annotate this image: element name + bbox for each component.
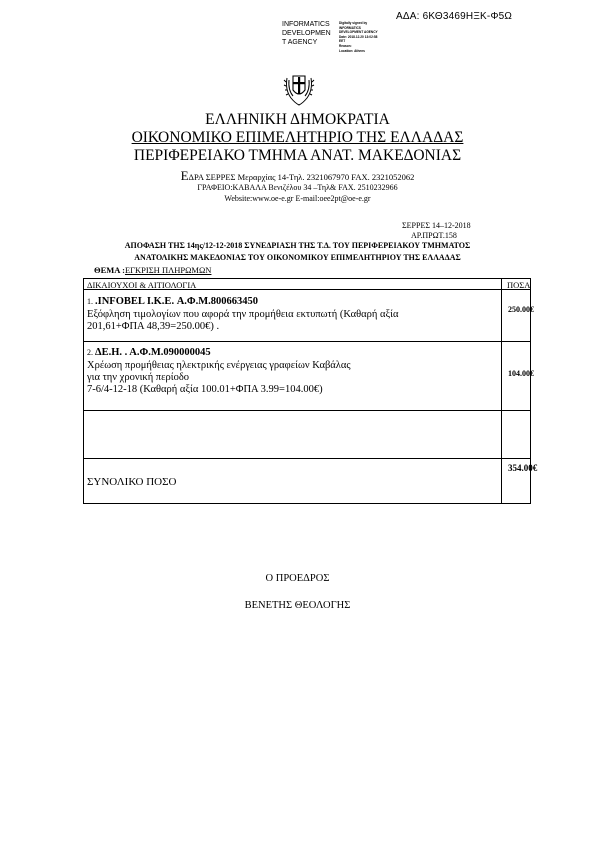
document-date: ΣΕΡΡΕΣ 14–12-2018	[402, 221, 471, 230]
subject-line: ΘΕΜΑ :ΕΓΚΡΙΣΗ ΠΛΗΡΩΜΩΝ	[94, 265, 212, 275]
total-label: ΣΥΝΟΛΙΚΟ ΠΟΣΟ	[87, 476, 177, 488]
table-border	[83, 458, 531, 459]
protocol-number: ΑΡ.ΠΡΩΤ.158	[411, 231, 457, 240]
table-border	[83, 410, 531, 411]
column-header-beneficiaries: ΔΙΚΑΙΟΥΧΟΙ & ΑΙΤΙΟΛΟΓΙΑ	[87, 280, 197, 290]
table-border	[83, 503, 531, 504]
decision-title-line1: ΑΠΟΦΑΣΗ ΤΗΣ 14ης/12-12-2018 ΣΥΝΕΔΡΙΑΣΗ ΤΗΣ Τ.Δ. ΤΟΥ ΠΕΡΙΦΕΡΕΙΑΚΟΥ ΤΜΗΜΑΤΟΣ	[124, 241, 471, 250]
header-republic: ΕΛΛΗΝΙΚΗ ΔΗΜΟΚΡΑΤΙΑ	[205, 111, 390, 128]
address-website: Website:www.oe-e.gr E-mail:oee2pt@oe-e.gr	[224, 194, 371, 203]
ida-logo-text: INFORMATICS DEVELOPMEN T AGENCY	[282, 21, 331, 46]
signatory-role: Ο ΠΡΟΕΔΡΟΣ	[265, 573, 330, 584]
decision-title-line2: ΑΝΑΤΟΛΙΚΗΣ ΜΑΚΕΔΟΝΙΑΣ ΤΟΥ ΟΙΚΟΝΟΜΙΚΟΥ ΕΠΙΜΕΛΗΤΗΡΙΟΥ ΤΗΣ ΕΛΛΑΔΑΣ	[134, 253, 461, 262]
column-header-amount: ΠΟΣΑ	[507, 280, 531, 290]
address-seat: ΕΔΡΑ ΣΕΡΡΕΣ Μεραρχίας 14-Τηλ. 2321067970 FAX. 2321052062	[180, 168, 415, 183]
table-border	[501, 278, 502, 504]
signature-details: Digitally signed by INFORMATICS DEVELOPMENT AGENCY Date: 2018.12.20 13:02:58 EET Reason: Location: Athens	[339, 21, 378, 53]
table-row: 1. .INFOBEL I.K.E. Α.Φ.Μ.800663450 Εξόφληση τιμολογίων που αφορά την προμήθεια εκτυπωτή (Καθαρή αξία 201,61+ΦΠΑ 48,39=250.00€) .	[87, 296, 399, 332]
ada-code: ΑΔΑ: 6ΚΘ3469ΗΞΚ-Φ5Ω	[396, 11, 513, 22]
row-amount: 250.00€	[508, 305, 534, 314]
total-amount: 354.00€	[508, 463, 538, 473]
row-amount: 104.00€	[508, 369, 534, 378]
address-office: ΓΡΑΦΕΙΟ:ΚΑΒΑΛΑ Βενιζέλου 34 –Τηλ& FAX. 2510232966	[197, 183, 398, 192]
table-border	[83, 278, 84, 504]
table-border	[83, 278, 531, 279]
digital-signature-stamp	[282, 20, 402, 53]
table-row: 2. ΔΕ.Η. . Α.Φ.Μ.090000045 Χρέωση προμήθειας ηλεκτρικής ενέργειας γραφείων Καβάλας για την χρονική περίοδο 7-6/4-12-18 (Καθαρή αξία 100.01+ΦΠΑ 3.99=104.00€)	[87, 347, 351, 395]
greek-emblem-icon	[281, 68, 317, 108]
signatory-name: ΒΕΝΕΤΗΣ ΘΕΟΛΟΓΗΣ	[244, 600, 351, 611]
header-chamber: ΟΙΚΟΝΟΜΙΚΟ ΕΠΙΜΕΛΗΤΗΡΙΟ ΤΗΣ ΕΛΛΑΔΑΣ	[131, 129, 464, 146]
header-department: ΠΕΡΙΦΕΡΕΙΑΚΟ ΤΜΗΜΑ ΑΝΑΤ. ΜΑΚΕΔΟΝΙΑΣ	[133, 147, 462, 164]
